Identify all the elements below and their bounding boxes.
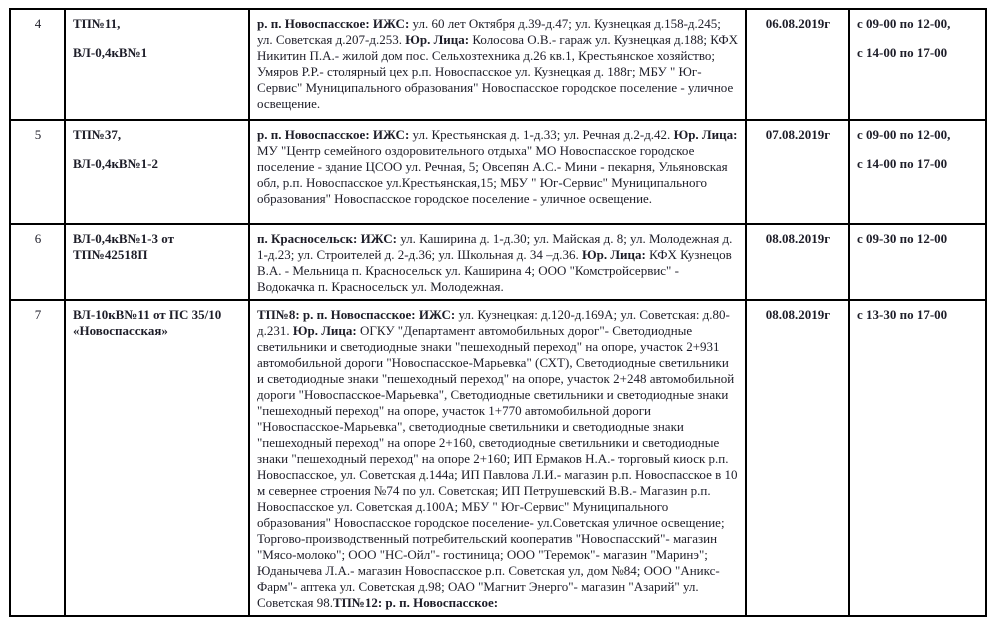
addresses-cell: р. п. Новоспасское: ИЖС: ул. Крестьянская д. 1-д.33; ул. Речная д.2-д.42. Юр. Лица: МУ "Центр семейного оздоровительного отдыха" МО Новоспасское городское поселение - здание ЦСОО ул. Речная, 5; Овсепян А.С.- Мини - пекарня, Ульяновская обл, р.п. Новоспасское ул.Крестьянская,15; МБУ " Юг-Сервис" Муниципального образования" Новоспасское городское поселение - уличное освещение. (249, 120, 746, 224)
row-number-cell: 5 (10, 120, 65, 224)
time-cell: с 09-00 по 12-00, с 14-00 по 17-00 (849, 9, 986, 120)
date-cell: 07.08.2019г (746, 120, 849, 224)
outage-schedule-table (9, 8, 987, 617)
addresses-cell: р. п. Новоспасское: ИЖС: ул. 60 лет Октября д.39-д.47; ул. Кузнецкая д.158-д.245; ул. Советская д.207-д.253. Юр. Лица: Колосова О.В.- гараж ул. Кузнецкая д.188; КФХ Никитин П.А.- жилой дом пос. Сельхозтехника д.26 кв.1, Крестьянское хозяйство; Умяров Р.Р.- столярный цех р.п. Новоспасское ул. Кузнецкая д. 188г; МБУ " Юг-Сервис" Муниципального образования" Новоспасское городское поселение - уличное освещение. (249, 9, 746, 120)
table-row (10, 9, 986, 120)
table-row (10, 224, 986, 300)
date-cell: 06.08.2019г (746, 9, 849, 120)
power-line-cell: ВЛ-0,4кВ№1-3 от ТП№42518П (65, 224, 249, 300)
row-number-cell: 7 (10, 300, 65, 616)
time-cell: с 09-00 по 12-00, с 14-00 по 17-00 (849, 120, 986, 224)
table-body (10, 9, 986, 616)
power-line-cell: ТП№11, ВЛ-0,4кВ№1 (65, 9, 249, 120)
power-line-cell: ВЛ-10кВ№11 от ПС 35/10 «Новоспасская» (65, 300, 249, 616)
row-number-cell: 4 (10, 9, 65, 120)
row-number-cell: 6 (10, 224, 65, 300)
table-row (10, 120, 986, 224)
time-cell: с 13-30 по 17-00 (849, 300, 986, 616)
date-cell: 08.08.2019г (746, 300, 849, 616)
power-line-cell: ТП№37, ВЛ-0,4кВ№1-2 (65, 120, 249, 224)
time-cell: с 09-30 по 12-00 (849, 224, 986, 300)
addresses-cell: п. Красносельск: ИЖС: ул. Каширина д. 1-д.30; ул. Майская д. 8; ул. Молодежная д. 1-д.23; ул. Строителей д. 2-д.36; ул. Школьная д. 34 –д.36. Юр. Лица: КФХ Кузнецов В.А. - Мельница п. Красносельск ул. Каширина 4; ООО "Комстройсервис" - Водокачка п. Красносельск ул. Молодежная. (249, 224, 746, 300)
addresses-cell: ТП№8: р. п. Новоспасское: ИЖС: ул. Кузнецкая: д.120-д.169А; ул. Советская: д.80-д.231. Юр. Лица: ОГКУ "Департамент автомобильных дорог"- Светодиодные светильники и светодиодные знаки "пешеходный переход" на опоре, участок 2+931 автомобильной дороги "Новоспасское-Марьевка" (СХТ), Светодиодные светильники и светодиодные знаки "пешеходный переход" на опоре, участок 2+248 автомобильной дороги "Новоспасское-Марьевка", Светодиодные светильники и светодиодные знаки "пешеходный переход" на опоре, участок 1+770 автомобильной дороги "Новоспасское-Марьевка", светодиодные светильники и светодиодные знаки "пешеходный переход" на опоре 2+160, светодиодные светильники и светодиодные знаки "пешеходный переход" на опоре 2+160; ИП Ермаков Н.А.- торговый киоск р.п. Новоспасское, ул. Советская д.144а; ИП Павлова Л.И.- магазин р.п. Новоспасское в 10 м севернее строения №74 по ул. Советская; ИП Петрушевский В.В.- Магазин р.п. Новоспасское ул. Советская д.100А; МБУ " Юг-Сервис" Муниципального образования" Новоспасское городское поселение- ул.Советская уличное освещение; Торгово-производственный потребительский кооператив "Новоспасский"- магазин "Мясо-молоко"; ООО "НС-Ойл"- гостиница; ООО "Теремок"- магазин "Маринэ"; Юданычева Л.А.- магазин Новоспасское р.п. Советская ул, дом №84; ООО "Аникс-Фарм"- аптека ул. Советская д.98; ОАО "Магнит Энерго"- магазин "Азарий" ул. Советская 98.ТП№12: р. п. Новоспасское: (249, 300, 746, 616)
table-row (10, 300, 986, 616)
date-cell: 08.08.2019г (746, 224, 849, 300)
